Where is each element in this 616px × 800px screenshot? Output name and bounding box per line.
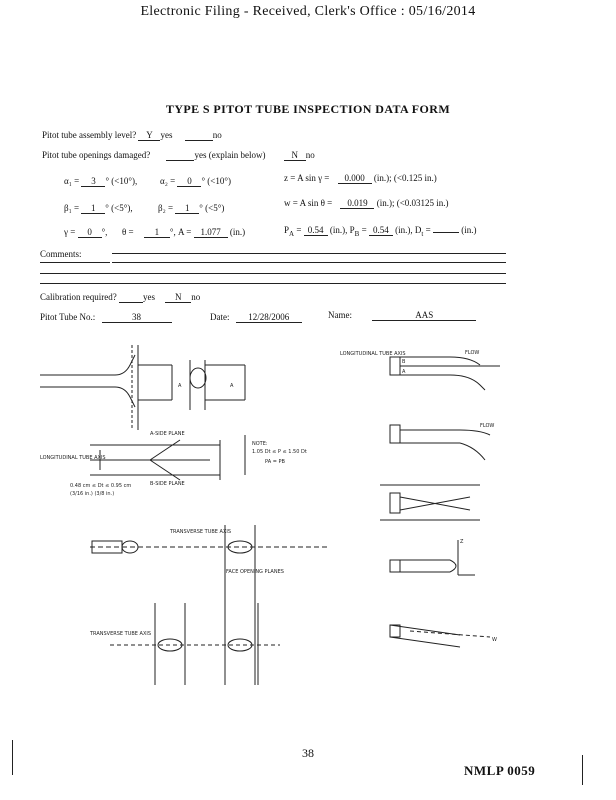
calibration-no-label: no (191, 292, 201, 302)
pressure-field (284, 225, 476, 238)
pa-value: 0.54 (304, 225, 328, 236)
w-value: 0.019 (340, 198, 374, 209)
dt-eq: = (425, 225, 431, 235)
beta1-value: 1 (81, 203, 105, 214)
label-transverse-bottom: TRANSVERSE TUBE AXIS (90, 631, 152, 637)
label-longitudinal-axis: LONGITUDINAL TUBE AXIS (340, 351, 406, 357)
label-note: NOTE: (252, 441, 268, 447)
gamma-sep: °, (101, 227, 108, 237)
question-level (42, 130, 222, 141)
damaged-label: Pitot tube openings damaged? (42, 150, 151, 160)
w-label: w = A sin θ = (284, 198, 333, 208)
alpha1-label: α₁ = (64, 176, 80, 186)
label-b-top-right: B (402, 359, 406, 365)
alpha2-label: α₂ = (160, 176, 176, 186)
comments-line-2a (40, 262, 110, 263)
diagram-flow-c (380, 485, 480, 520)
beta1-label: β₁ = (64, 203, 80, 213)
comments-label: Comments: (40, 249, 82, 259)
diagram-transverse (90, 525, 330, 685)
damaged-no-value: N (284, 150, 306, 161)
alpha2-value: 0 (177, 176, 201, 187)
theta-value: 1 (144, 227, 170, 238)
level-yes-label: yes (160, 130, 173, 140)
pa-label: P (284, 225, 290, 235)
alpha1-value: 3 (81, 176, 105, 187)
label-z: Z (460, 539, 464, 545)
calibration-yes-value (119, 292, 143, 303)
label-face-planes: FACE OPENING PLANES (226, 569, 284, 575)
tube-number-value: 38 (102, 312, 172, 323)
alpha2-field (160, 176, 231, 187)
form-title: TYPE S PITOT TUBE INSPECTION DATA FORM (165, 102, 451, 116)
pa-eq: = (296, 225, 302, 235)
alpha1-field (64, 176, 137, 187)
label-dims-2: (3/16 in.) (3/8 in.) (70, 491, 115, 497)
dt-label: D (414, 225, 422, 235)
label-dims-1: 0.48 cm ≤ Dt ≤ 0.95 cm (70, 483, 132, 489)
pb-unit: (in.), (395, 225, 413, 235)
dt-sub: t (421, 229, 424, 238)
label-w: W (492, 637, 497, 643)
beta2-value: 1 (175, 203, 199, 214)
gamma-label: γ = (64, 227, 76, 237)
gamma-field (64, 227, 107, 238)
damaged-yes-value (166, 150, 194, 161)
calibration-no-value: N (165, 292, 191, 303)
level-no-value (185, 130, 213, 141)
level-no-label: no (212, 130, 222, 140)
calibration-label: Calibration required? (40, 292, 117, 302)
date-value: 12/28/2006 (236, 312, 302, 323)
name-value: AAS (372, 310, 476, 321)
label-flow-top: FLOW (465, 350, 480, 356)
tube-number-label: Pitot Tube No.: (40, 312, 96, 322)
level-label: Pitot tube assembly level? (42, 130, 137, 140)
level-yes-value: Y (138, 130, 160, 141)
filing-header: Electronic Filing - Received, Clerk's Office : 05/16/2014 (140, 4, 476, 19)
question-damaged (42, 150, 315, 161)
w-limit: (in.); (<0.03125 in.) (376, 198, 449, 208)
pb-value: 0.54 (369, 225, 393, 236)
pa-unit: (in.), (329, 225, 348, 235)
beta2-limit: ° (<5°) (199, 203, 225, 213)
a-value: 1.077 (194, 227, 228, 238)
document-id: NMLP 0059 (464, 763, 536, 778)
comments-line-1 (112, 253, 506, 254)
diagram-planes (90, 435, 245, 480)
beta2-field (158, 203, 224, 214)
damaged-no-label: no (305, 150, 315, 160)
theta-sep: °, A = (169, 227, 192, 237)
z-label: z = A sin γ = (284, 173, 330, 183)
z-value: 0.000 (338, 173, 372, 184)
w-field (284, 198, 449, 209)
name-label: Name: (328, 310, 352, 320)
gamma-value: 0 (78, 227, 102, 238)
label-a-top: A (178, 383, 182, 389)
diagram-z (390, 540, 475, 575)
a-unit: (in.) (229, 227, 246, 237)
tube-number-field (40, 312, 172, 323)
comments-line-4 (40, 283, 506, 284)
comments-line-2b (112, 262, 506, 263)
alpha2-limit: ° (<10°) (201, 176, 231, 186)
pa-sub: A (289, 229, 295, 238)
beta1-limit: ° (<5°), (105, 203, 133, 213)
alpha1-limit: ° (<10°), (105, 176, 138, 186)
pb-eq: = (361, 225, 367, 235)
theta-field (122, 227, 245, 238)
pitot-tube-diagrams (30, 335, 530, 695)
beta1-field (64, 203, 133, 214)
page-number: 38 (302, 746, 314, 760)
theta-label: θ = (122, 227, 134, 237)
calibration-yes-label: yes (142, 292, 155, 302)
pb-sub: B (354, 229, 360, 238)
diagram-flow-b (390, 425, 490, 460)
dt-value (433, 232, 459, 233)
label-a-side-plane: A-SIDE PLANE (150, 431, 185, 437)
damaged-yes-label: yes (explain below) (194, 150, 266, 160)
diagram-w (390, 625, 490, 647)
dt-unit: (in.) (461, 225, 477, 235)
name-field (328, 310, 476, 321)
label-b-side-plane: B-SIDE PLANE (150, 481, 185, 487)
label-transverse-axis: TRANSVERSE TUBE AXIS (170, 529, 232, 535)
label-a-top-right2: A (402, 369, 406, 375)
label-note-2: PA = PB (265, 459, 285, 465)
label-note-1: 1.05 Dt ≤ P ≤ 1.50 Dt (252, 449, 307, 455)
comments-line-3 (40, 273, 506, 274)
diagram-side-view (40, 345, 245, 430)
label-longitudinal-axis-left: LONGITUDINAL TUBE AXIS (40, 455, 106, 461)
diagram-longitudinal-flow (390, 357, 500, 390)
beta2-label: β₂ = (158, 203, 174, 213)
calibration-field (40, 292, 200, 303)
pb-label: P (349, 225, 355, 235)
date-label: Date: (210, 312, 230, 322)
z-limit: (in.); (<0.125 in.) (373, 173, 437, 183)
label-a-top-right: A (230, 383, 234, 389)
label-flow-mid: FLOW (480, 423, 495, 429)
z-field (284, 173, 437, 184)
date-field (210, 312, 302, 323)
